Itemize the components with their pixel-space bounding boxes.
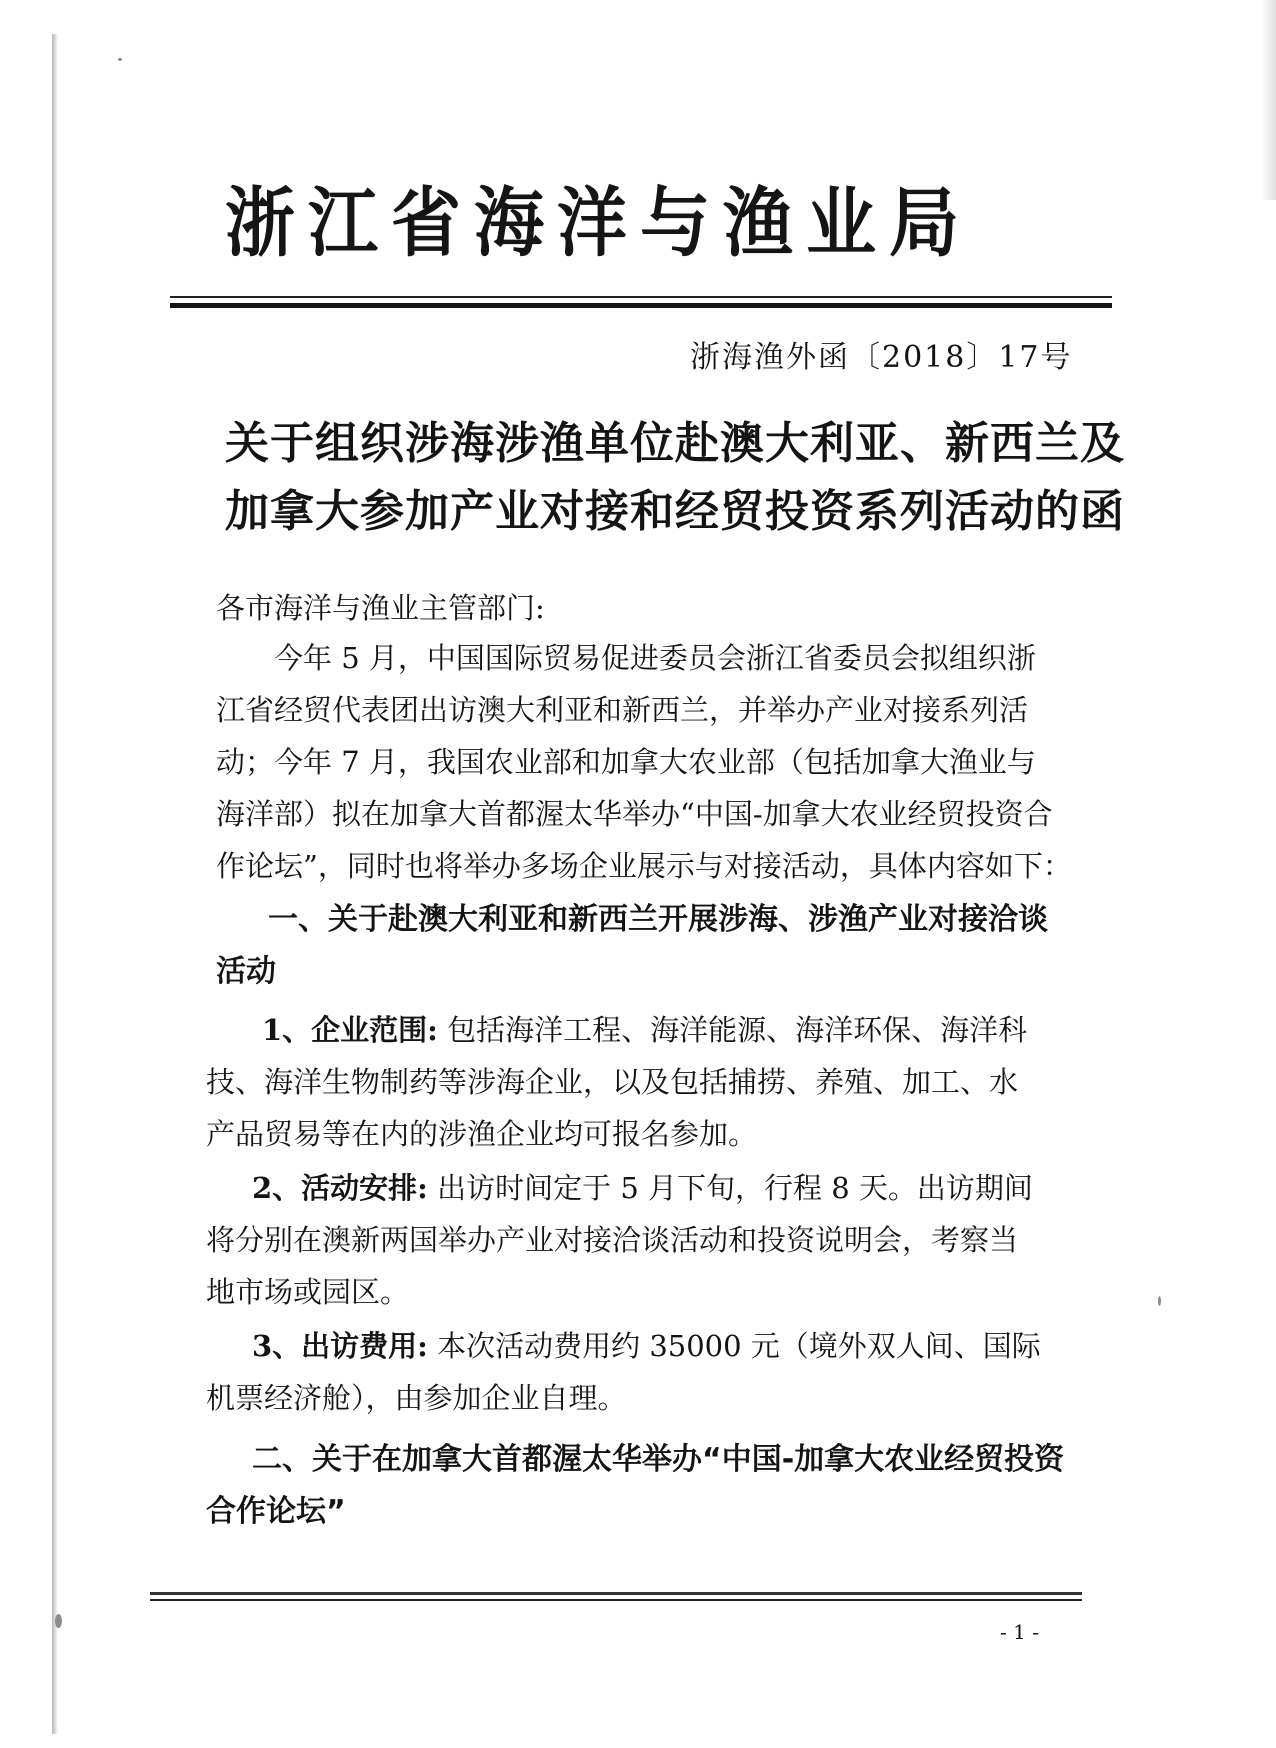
letterhead-title: 浙江省海洋与渔业局 <box>225 178 972 268</box>
salutation: 各市海洋与渔业主管部门: <box>216 591 545 625</box>
intro-line: 作论坛”，同时也将举办多场企业展示与对接活动，具体内容如下： <box>216 849 1072 883</box>
intro-line: 今年 5 月，中国国际贸易促进委员会浙江省委员会拟组织浙 <box>274 641 1036 675</box>
section-heading-2-cont: 合作论坛” <box>206 1494 346 1529</box>
footer-rule-top <box>150 1592 1082 1595</box>
item-3-line: 机票经济舱），由参加企业自理。 <box>206 1381 627 1415</box>
scan-speck <box>1158 1296 1161 1306</box>
item-1-first-line <box>262 1004 1027 1056</box>
item-2-text: 出访时间定于 5 月下旬，行程 8 天。出访期间 <box>427 1171 1033 1205</box>
page-number: - 1 - <box>1000 1620 1039 1644</box>
item-1-label: 1、企业范围: <box>262 1013 438 1047</box>
section-heading-2: 二、关于在加拿大首都渥太华举办“中国-加拿大农业经贸投资 <box>252 1442 1065 1477</box>
intro-line: 海洋部）拟在加拿大首都渥太华举办“中国-加拿大农业经贸投资合 <box>216 797 1053 831</box>
intro-line: 动；今年 7 月，我国农业部和加拿大农业部（包括加拿大渔业与 <box>216 745 1036 779</box>
item-2-line: 地市场或园区。 <box>206 1275 410 1309</box>
item-1-line: 技、海洋生物制药等涉海企业，以及包括捕捞、养殖、加工、水 <box>206 1065 1019 1099</box>
item-2-first-line <box>252 1162 1033 1214</box>
document-title-line-1: 关于组织涉海涉渔单位赴澳大利亚、新西兰及 <box>225 418 1125 469</box>
section-heading-1: 一、关于赴澳大利亚和新西兰开展涉海、涉渔产业对接洽谈 <box>268 902 1048 937</box>
intro-line: 江省经贸代表团出访澳大利亚和新西兰，并举办产业对接系列活 <box>216 693 1029 727</box>
scan-speck <box>55 1614 62 1628</box>
document-title-line-2: 加拿大参加产业对接和经贸投资系列活动的函 <box>225 486 1125 537</box>
item-3-label: 3、出访费用: <box>252 1329 428 1363</box>
item-3-text: 本次活动费用约 35000 元（境外双人间、国际 <box>427 1329 1041 1363</box>
document-number: 浙海渔外函〔2018〕17号 <box>690 340 1073 375</box>
item-3-first-line <box>252 1320 1041 1372</box>
item-2-line: 将分别在澳新两国举办产业对接洽谈活动和投资说明会，考察当 <box>206 1223 1019 1257</box>
item-2-label: 2、活动安排: <box>252 1171 428 1205</box>
footer-rule-bottom <box>150 1599 1082 1601</box>
letterhead-rule-thick <box>170 303 1112 308</box>
scan-shadow <box>52 34 58 1734</box>
letterhead-rule-thin <box>170 296 1112 298</box>
item-1-line: 产品贸易等在内的涉渔企业均可报名参加。 <box>206 1117 758 1151</box>
section-heading-1-cont: 活动 <box>216 954 276 989</box>
scan-speck <box>118 58 122 61</box>
scan-shadow-right <box>1262 0 1276 200</box>
item-1-text: 包括海洋工程、海洋能源、海洋环保、海洋科 <box>437 1013 1028 1047</box>
